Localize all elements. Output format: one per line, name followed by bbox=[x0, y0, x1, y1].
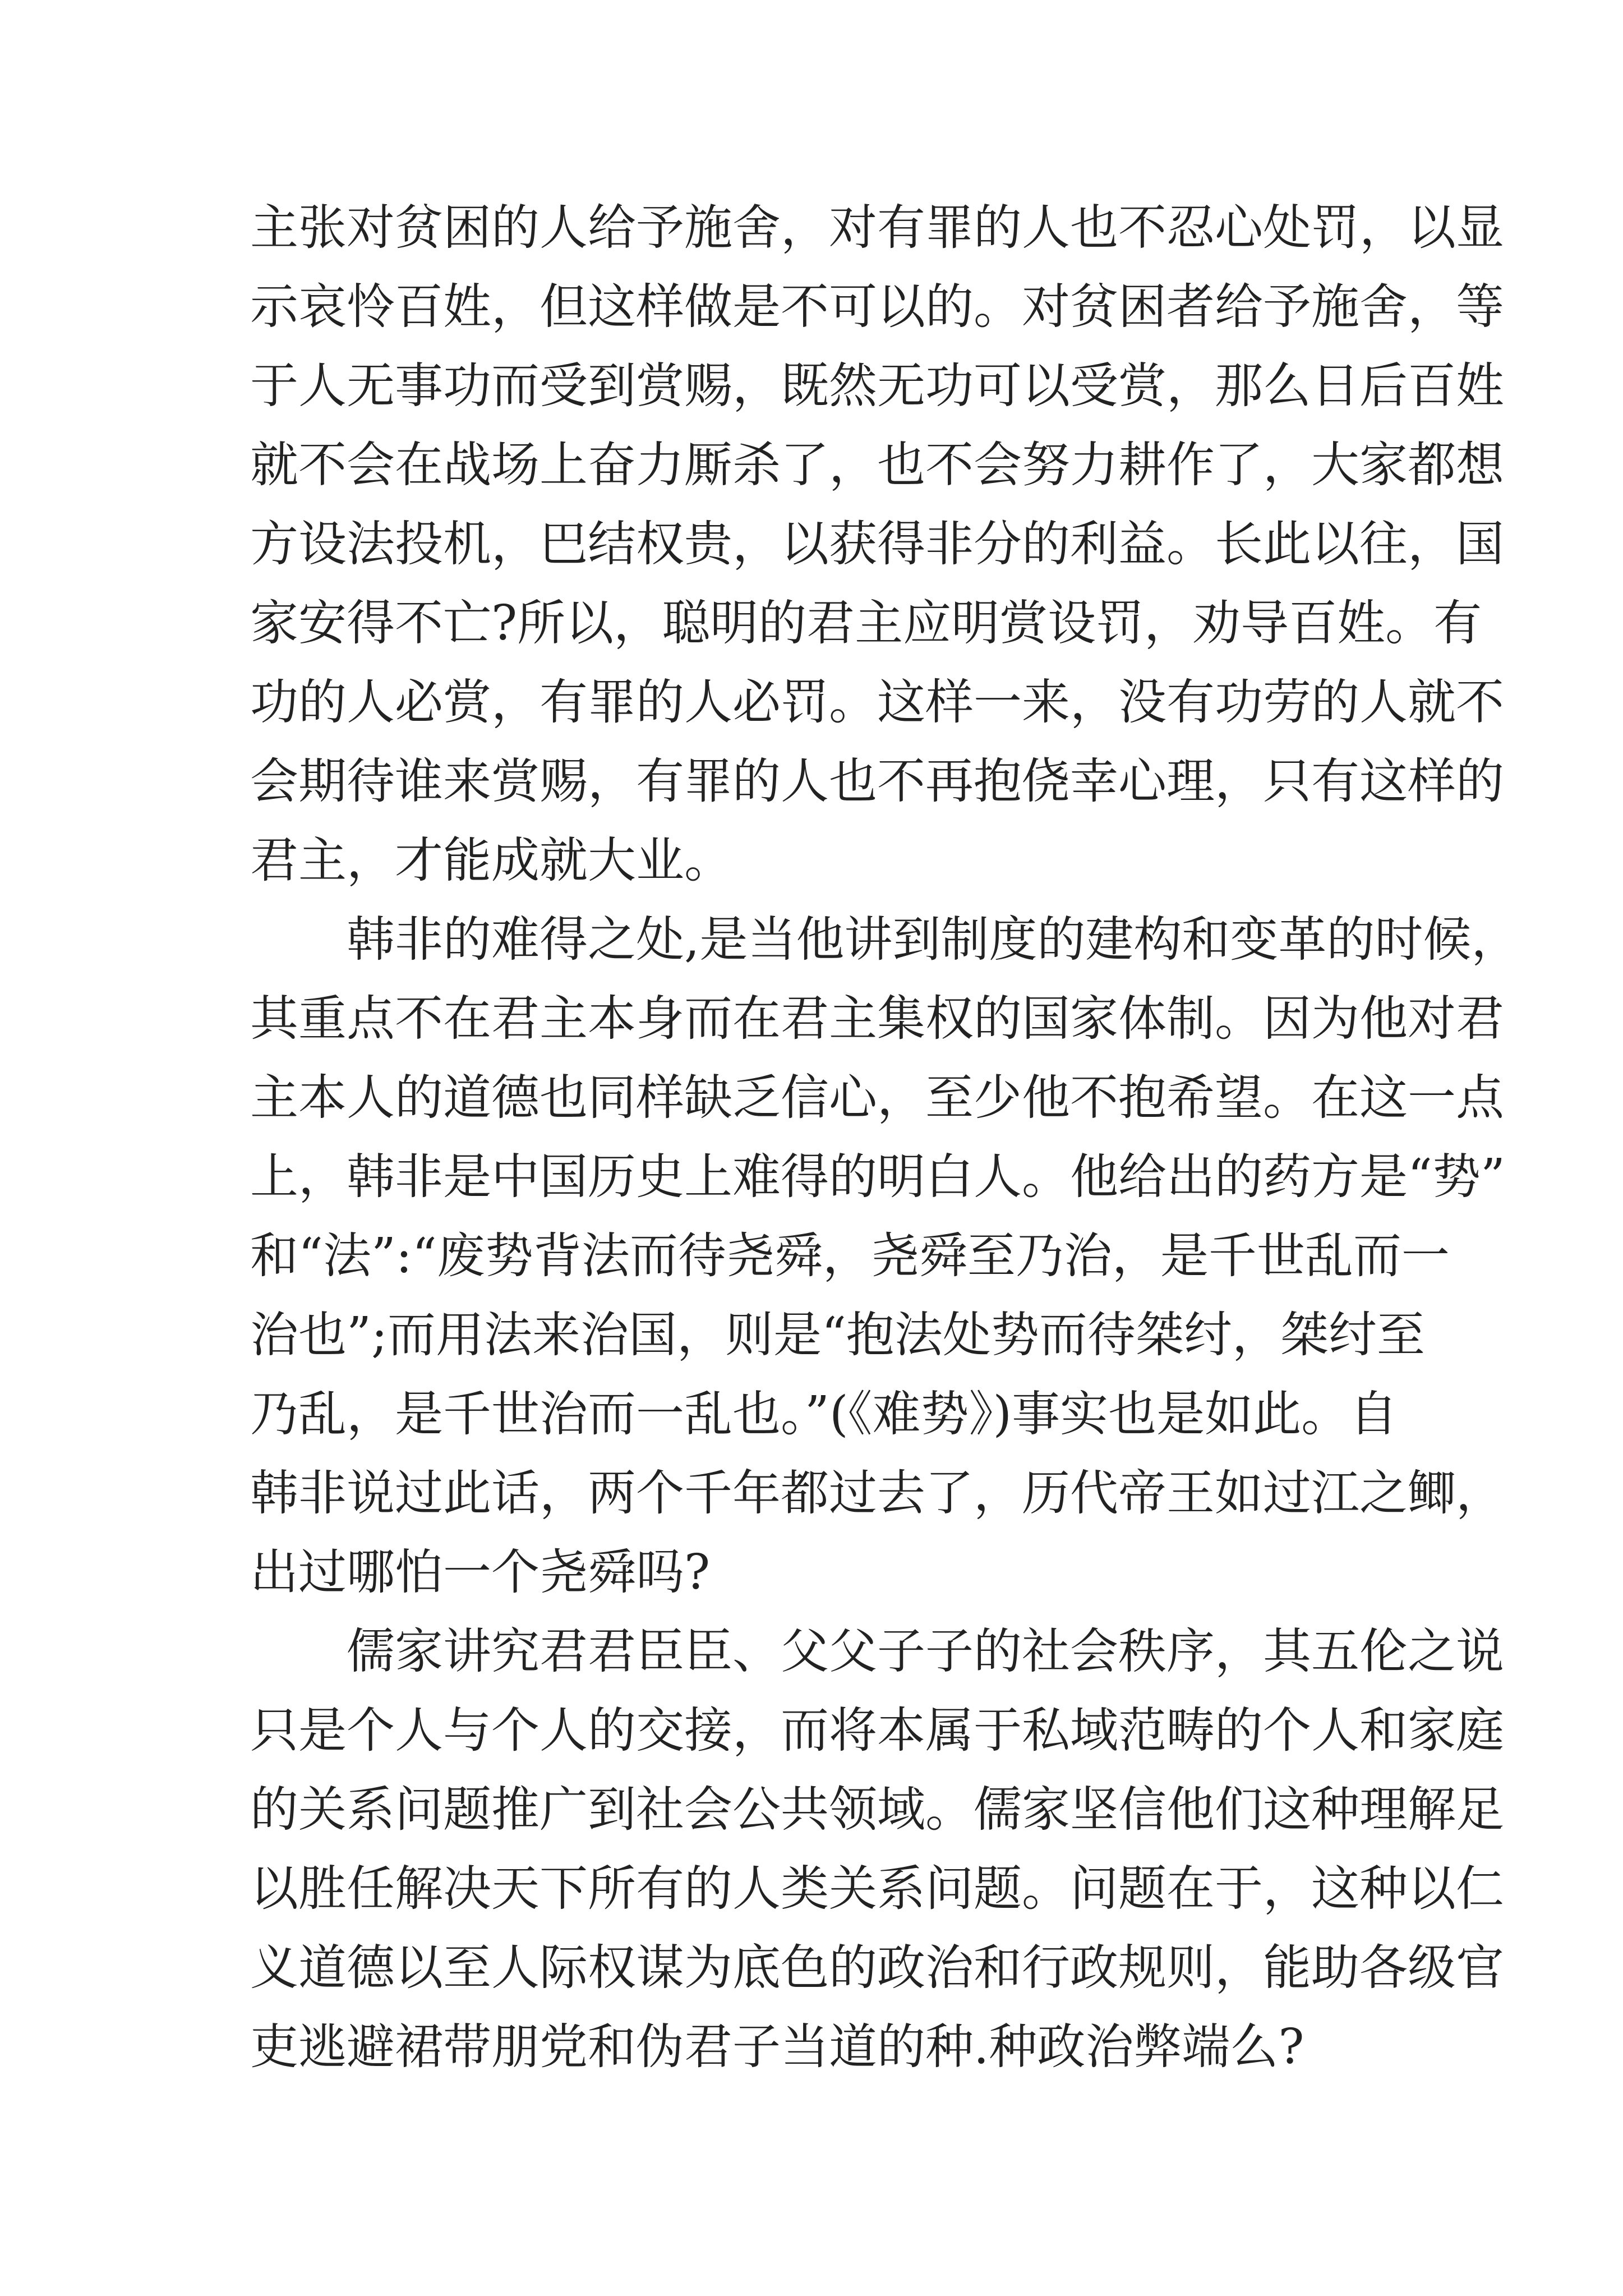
text-line: 乃乱，是千世治而一乱也。”(《难势》)事实也是如此。自 bbox=[250, 1386, 1398, 1442]
text-line: 义道德以至人际权谋为底色的政治和行政规则，能助各级官 bbox=[250, 1940, 1504, 1996]
text-line: 上，韩非是中国历史上难得的明白人。他给出的药方是“势” bbox=[250, 1149, 1505, 1205]
text-line: 主本人的道德也同样缺乏信心，至少他不抱希望。在这一点 bbox=[250, 1070, 1504, 1126]
paragraph-3 bbox=[250, 1612, 1504, 2087]
paragraph-1 bbox=[250, 188, 1504, 900]
text-line: 韩非说过此话，两个千年都过去了，历代帝王如过江之鲫， bbox=[250, 1465, 1504, 1521]
text-line: 儒家讲究君君臣臣、父父子子的社会秩序，其五伦之说 bbox=[347, 1623, 1504, 1680]
text-line: 的关系问题推广到社会公共领域。儒家坚信他们这种理解足 bbox=[250, 1782, 1504, 1838]
text-line: 只是个人与个人的交接，而将本属于私域范畴的个人和家庭 bbox=[250, 1703, 1504, 1759]
text-line: 方设法投机，巴结权贵，以获得非分的利益。长此以往，国 bbox=[250, 516, 1504, 572]
text-line: 示哀怜百姓，但这样做是不可以的。对贫困者给予施舍，等 bbox=[250, 279, 1504, 335]
text-line: 出过哪怕一个尧舜吗? bbox=[250, 1544, 711, 1600]
text-line: 韩非的难得之处,是当他讲到制度的建构和变革的时候， bbox=[347, 912, 1520, 968]
paragraph-2 bbox=[250, 900, 1520, 1612]
text-line: 其重点不在君主本身而在君主集权的国家体制。因为他对君 bbox=[250, 991, 1504, 1047]
text-line: 功的人必赏，有罪的人必罚。这样一来，没有功劳的人就不 bbox=[250, 674, 1504, 730]
body-text bbox=[250, 188, 1520, 2087]
text-line: 于人无事功而受到赏赐，既然无功可以受赏，那么日后百姓 bbox=[250, 358, 1504, 414]
text-line: 家安得不亡?所以，聪明的君主应明赏设罚，劝导百姓。有 bbox=[250, 595, 1482, 651]
text-line: 主张对贫困的人给予施舍，对有罪的人也不忍心处罚，以显 bbox=[250, 200, 1504, 256]
text-line: 吏逃避裙带朋党和伪君子当道的种.种政治弊端么? bbox=[250, 2019, 1304, 2075]
text-line: 就不会在战场上奋力厮杀了，也不会努力耕作了，大家都想 bbox=[250, 437, 1504, 493]
text-line: 和“法”:“废势背法而待尧舜，尧舜至乃治，是千世乱而一 bbox=[250, 1228, 1450, 1284]
text-line: 以胜任解决天下所有的人类关系问题。问题在于，这种以仁 bbox=[250, 1861, 1504, 1917]
text-line: 治也”;而用法来治国，则是“抱法处势而待桀纣，桀纣至 bbox=[250, 1307, 1425, 1363]
text-line: 君主，才能成就大业。 bbox=[250, 832, 732, 889]
text-line: 会期待谁来赏赐，有罪的人也不再抱侥幸心理，只有这样的 bbox=[250, 753, 1504, 809]
